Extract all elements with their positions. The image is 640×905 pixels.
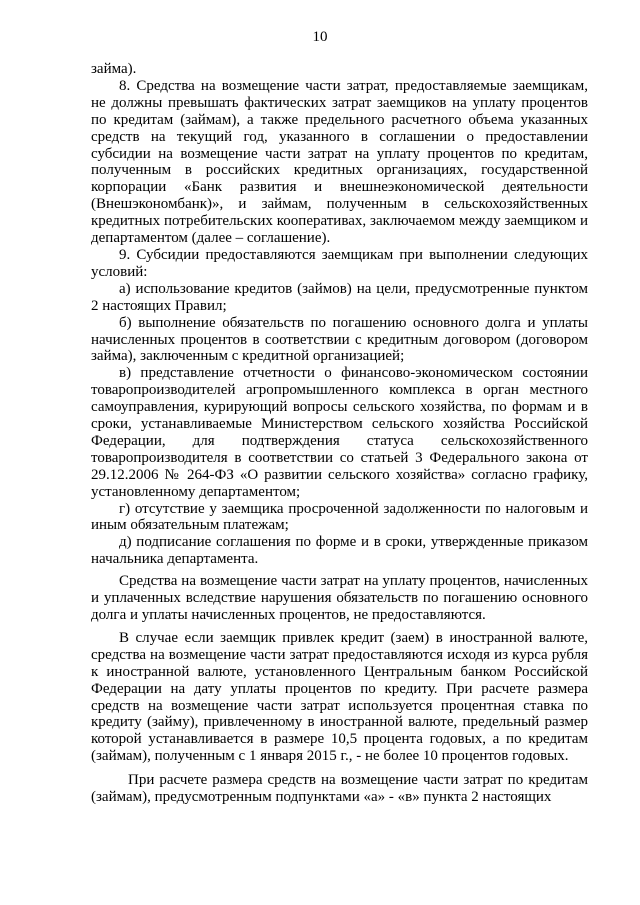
paragraph-foreign-currency: В случае если заемщик привлек кредит (заем) в иностранной валюте, средства на возмещение части затрат предоставляются исходя из курса рубля к иностранной валюте, установленного Центральным банком Российской Федерации на дату уплаты процентов по кредиту. При расчете размера средств на возмещение части затрат используется процентная ставка по кредиту (займу), привлеченному в иностранной валюте, предельный размер которой устанавливается в размере 10,5 процента годовых, а по кредитам (займам), полученным с 1 января 2015 г., - не более 10 процентов годовых. bbox=[91, 629, 588, 765]
page-number: 10 bbox=[312, 29, 328, 45]
paragraph-condition-b: б) выполнение обязательств по погашению основного долга и уплаты начисленных процентов в соответствии с кредитным договором (договором займа), заключенным с кредитной организацией; bbox=[91, 314, 588, 365]
document-body bbox=[91, 61, 588, 806]
paragraph-clause-8: 8. Средства на возмещение части затрат, предоставляемые заемщикам, не должны превышать фактических затрат заемщиков на уплату процентов по кредитам (займам), а также предельного расчетного объема указанных средств на текущий год, указанного в соглашении о предоставлении субсидии на возмещение части затрат на уплату процентов по кредитам, полученным в российских кредитных организациях, государственной корпорации «Банк развития и внешнеэкономической деятельности (Внешэкономбанк)», и займам, полученным в сельскохозяйственных кредитных потребительских кооперативах, заключаемом между заемщиком и департаментом (далее – соглашение). bbox=[91, 77, 588, 247]
paragraph-condition-v: в) представление отчетности о финансово-экономическом состоянии товаропроизводителей агропромышленного комплекса в орган местного самоуправления, курирующий вопросы сельского хозяйства, по формам и в сроки, устанавливаемые Министерством сельского хозяйства Российской Федерации, для подтверждения статуса сельскохозяйственного товаропроизводителя в соответствии со статьей 3 Федерального закона от 29.12.2006 № 264-ФЗ «О развитии сельского хозяйства» согласно графику, установленному департаментом; bbox=[91, 365, 588, 500]
paragraph-continuation: займа). bbox=[91, 61, 137, 77]
paragraph-penalty-interest: Средства на возмещение части затрат на уплату процентов, начисленных и уплаченных вследствие нарушения обязательств по погашению основного долга и уплаты начисленных процентов, не предоставляются. bbox=[91, 573, 588, 623]
paragraph-condition-d: д) подписание соглашения по форме и в сроки, утвержденные приказом начальника департамента. bbox=[91, 534, 588, 568]
paragraph-calculation: При расчете размера средств на возмещение части затрат по кредитам (займам), предусмотренным подпунктами «а» - «в» пункта 2 настоящих bbox=[91, 772, 588, 806]
paragraph-condition-a: а) использование кредитов (займов) на цели, предусмотренные пунктом 2 настоящих Правил; bbox=[91, 280, 588, 314]
paragraph-clause-9: 9. Субсидии предоставляются заемщикам при выполнении следующих условий: bbox=[91, 246, 588, 280]
paragraph-condition-g: г) отсутствие у заемщика просроченной задолженности по налоговым и иным обязательным платежам; bbox=[91, 500, 588, 534]
